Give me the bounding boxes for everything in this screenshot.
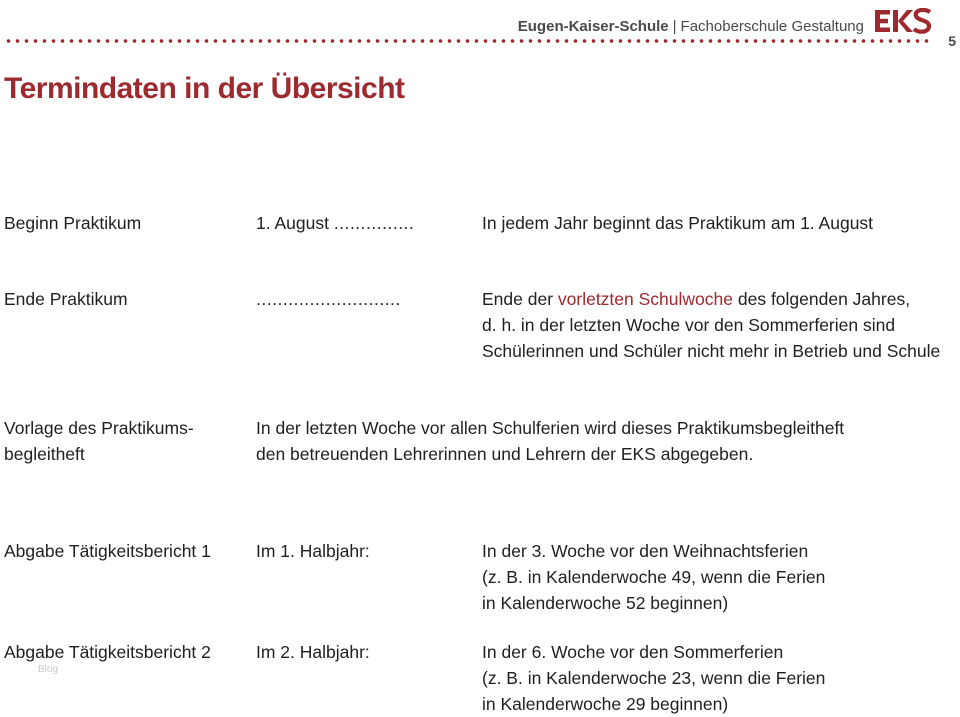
eks-logo (874, 8, 932, 34)
ende-text-post: des folgenden Jahres, (733, 289, 911, 309)
ende-description (482, 286, 940, 364)
abgabe1-description (482, 538, 825, 616)
abgabe2-description (482, 639, 825, 717)
ende-description-line3: Schülerinnen und Schüler nicht mehr in Betrieb und Schule (482, 341, 941, 361)
abgabe1-description-line1: In der 3. Woche vor den Weihnachtsferien (482, 541, 809, 561)
ende-description-line1 (482, 286, 940, 312)
header-school-name (518, 18, 864, 35)
vorlage-description (256, 415, 844, 467)
abgabe1-label: Abgabe Tätigkeitsbericht 1 (4, 541, 211, 561)
ende-text-pre: Ende der (482, 289, 558, 309)
abgabe2-description-line3: in Kalenderwoche 29 beginnen) (482, 694, 729, 714)
abgabe2-halbjahr: Im 2. Halbjahr: (256, 642, 370, 662)
school-name: Eugen-Kaiser-Schule (517, 18, 669, 35)
school-department: Fachoberschule Gestaltung (680, 18, 864, 35)
beginn-date (256, 210, 414, 236)
ende-description-line2: d. h. in der letzten Woche vor den Sommerferien sind (482, 315, 896, 335)
beginn-dots: ............... (333, 213, 415, 233)
abgabe2-description-line2: (z. B. in Kalenderwoche 23, wenn die Ferien (482, 668, 826, 688)
ende-dots: ........................... (256, 289, 401, 309)
vorlage-description-line2: den betreuenden Lehrerinnen und Lehrern der EKS abgegeben. (256, 444, 754, 464)
abgabe2-label: Abgabe Tätigkeitsbericht 2 (4, 642, 211, 662)
abgabe1-description-line2: (z. B. in Kalenderwoche 49, wenn die Ferien (482, 567, 826, 587)
ende-label: Ende Praktikum (4, 289, 128, 309)
abgabe2-description-line1: In der 6. Woche vor den Sommerferien (482, 642, 784, 662)
dotted-divider (4, 38, 932, 44)
beginn-description: In jedem Jahr beginnt das Praktikum am 1. August (482, 213, 874, 233)
vorlage-label-line2: begleitheft (4, 444, 85, 464)
vorlage-description-line1: In der letzten Woche vor allen Schulferien wird dieses Praktikumsbegleitheft (256, 418, 845, 438)
page-title: Termindaten in der Übersicht (4, 72, 405, 105)
vorlage-label (4, 415, 194, 467)
abgabe1-description-line3: in Kalenderwoche 52 beginnen) (482, 593, 729, 613)
abgabe1-halbjahr: Im 1. Halbjahr: (256, 541, 370, 561)
vorlage-label-line1: Vorlage des Praktikums- (4, 418, 194, 438)
watermark: Blog (38, 664, 59, 675)
beginn-label: Beginn Praktikum (4, 213, 142, 233)
ende-text-highlight: vorletzten Schulwoche (557, 289, 733, 309)
page-number: 5 (948, 33, 956, 49)
header-separator: | (672, 18, 677, 35)
beginn-date-text: 1. August (256, 213, 329, 233)
